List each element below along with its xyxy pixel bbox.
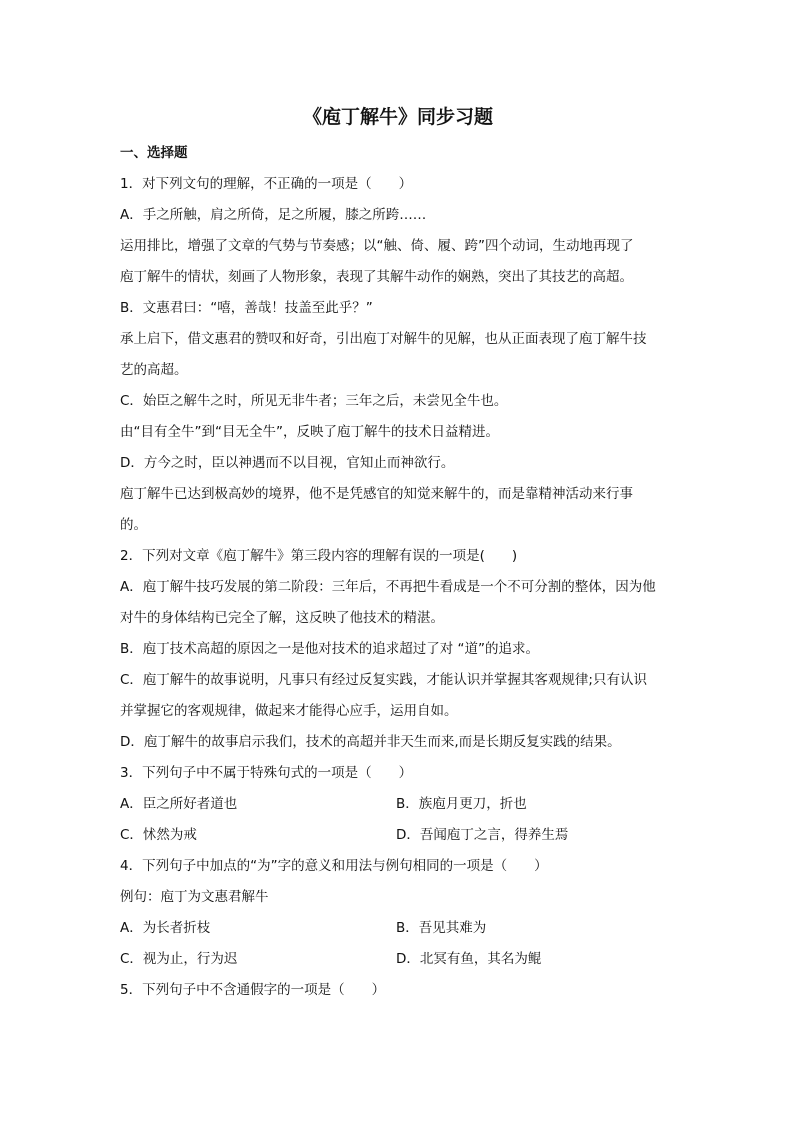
q4-stem: 4．下列句子中加点的“为”字的意义和用法与例句相同的一项是（ ） (120, 858, 548, 874)
q1-option-b-explanation: 承上启下，借文惠君的赞叹和好奇，引出庖丁对解牛的见解，也从正面表现了庖丁解牛技 (120, 331, 647, 347)
q3-stem: 3．下列句子中不属于特殊句式的一项是（ ） (120, 765, 413, 781)
q4-example: 例句：庖丁为文惠君解牛 (120, 889, 269, 905)
q3-option-b: B．族庖月更刀，折也 (396, 796, 527, 812)
q4-options-row-1 (120, 913, 676, 944)
q2-option-b: B．庖丁技术高超的原因之一是他对技术的追求超过了对 “道”的追求。 (120, 641, 540, 657)
q1-stem: 1．对下列文句的理解，不正确的一项是（ ） (120, 176, 413, 192)
q3-option-a: A．臣之所好者道也 (120, 796, 238, 812)
q3-options-row-1 (120, 789, 676, 820)
q4-option-c: C．视为止，行为迟 (120, 951, 238, 967)
q2-stem: 2．下列对文章《庖丁解牛》第三段内容的理解有误的一项是( ) (120, 548, 518, 564)
q1-option-b: B．文惠君曰：“嘻，善哉！技盖至此乎？” (120, 300, 373, 316)
q3-option-c: C．怵然为戒 (120, 827, 197, 843)
q1-option-b-explanation: 艺的高超。 (120, 362, 188, 378)
q1-option-a: A．手之所触，肩之所倚，足之所履，膝之所跨…… (120, 207, 427, 223)
q1-option-c-explanation: 由“目有全牛”到“目无全牛”，反映了庖丁解牛的技术日益精进。 (120, 424, 499, 440)
q2-option-a-continued: 对牛的身体结构已完全了解，这反映了他技术的精湛。 (120, 610, 444, 626)
q4-option-b: B．吾见其难为 (396, 920, 487, 936)
q3-options-row-2 (120, 820, 676, 851)
q4-option-a: A．为长者折枝 (120, 920, 211, 936)
q5-stem: 5．下列句子中不含通假字的一项是（ ） (120, 982, 386, 998)
q4-option-d: D．北冥有鱼，其名为鲲 (396, 951, 542, 967)
document-page (120, 100, 676, 1006)
q4-options-row-2 (120, 944, 676, 975)
document-title: 《庖丁解牛》同步习题 (302, 106, 493, 128)
q3-option-d: D．吾闻庖丁之言，得养生焉 (396, 827, 569, 843)
q1-option-d-explanation: 庖丁解牛已达到极高妙的境界，他不是凭感官的知觉来解牛的，而是靠精神活动来行事 (120, 486, 633, 502)
q2-option-c: C．庖丁解牛的故事说明，凡事只有经过反复实践，才能认识并掌握其客观规律;只有认识 (120, 672, 647, 688)
q1-option-d-explanation: 的。 (120, 517, 147, 533)
q2-option-d: D．庖丁解牛的故事启示我们，技术的高超并非天生而来,而是长期反复实践的结果。 (120, 734, 621, 750)
section-heading: 一、选择题 (120, 145, 188, 161)
q1-option-d: D．方今之时，臣以神遇而不以目视，官知止而神欲行。 (120, 455, 455, 471)
q2-option-a: A．庖丁解牛技巧发展的第二阶段：三年后，不再把牛看成是一个不可分割的整体，因为他 (120, 579, 656, 595)
q1-option-c: C．始臣之解牛之时，所见无非牛者；三年之后，未尝见全牛也。 (120, 393, 508, 409)
q1-option-a-explanation: 庖丁解牛的情状，刻画了人物形象，表现了其解牛动作的娴熟，突出了其技艺的高超。 (120, 269, 633, 285)
q2-option-c-continued: 并掌握它的客观规律，做起来才能得心应手，运用自如。 (120, 703, 458, 719)
q1-option-a-explanation: 运用排比，增强了文章的气势与节奏感；以“触、倚、履、跨”四个动词，生动地再现了 (120, 238, 634, 254)
